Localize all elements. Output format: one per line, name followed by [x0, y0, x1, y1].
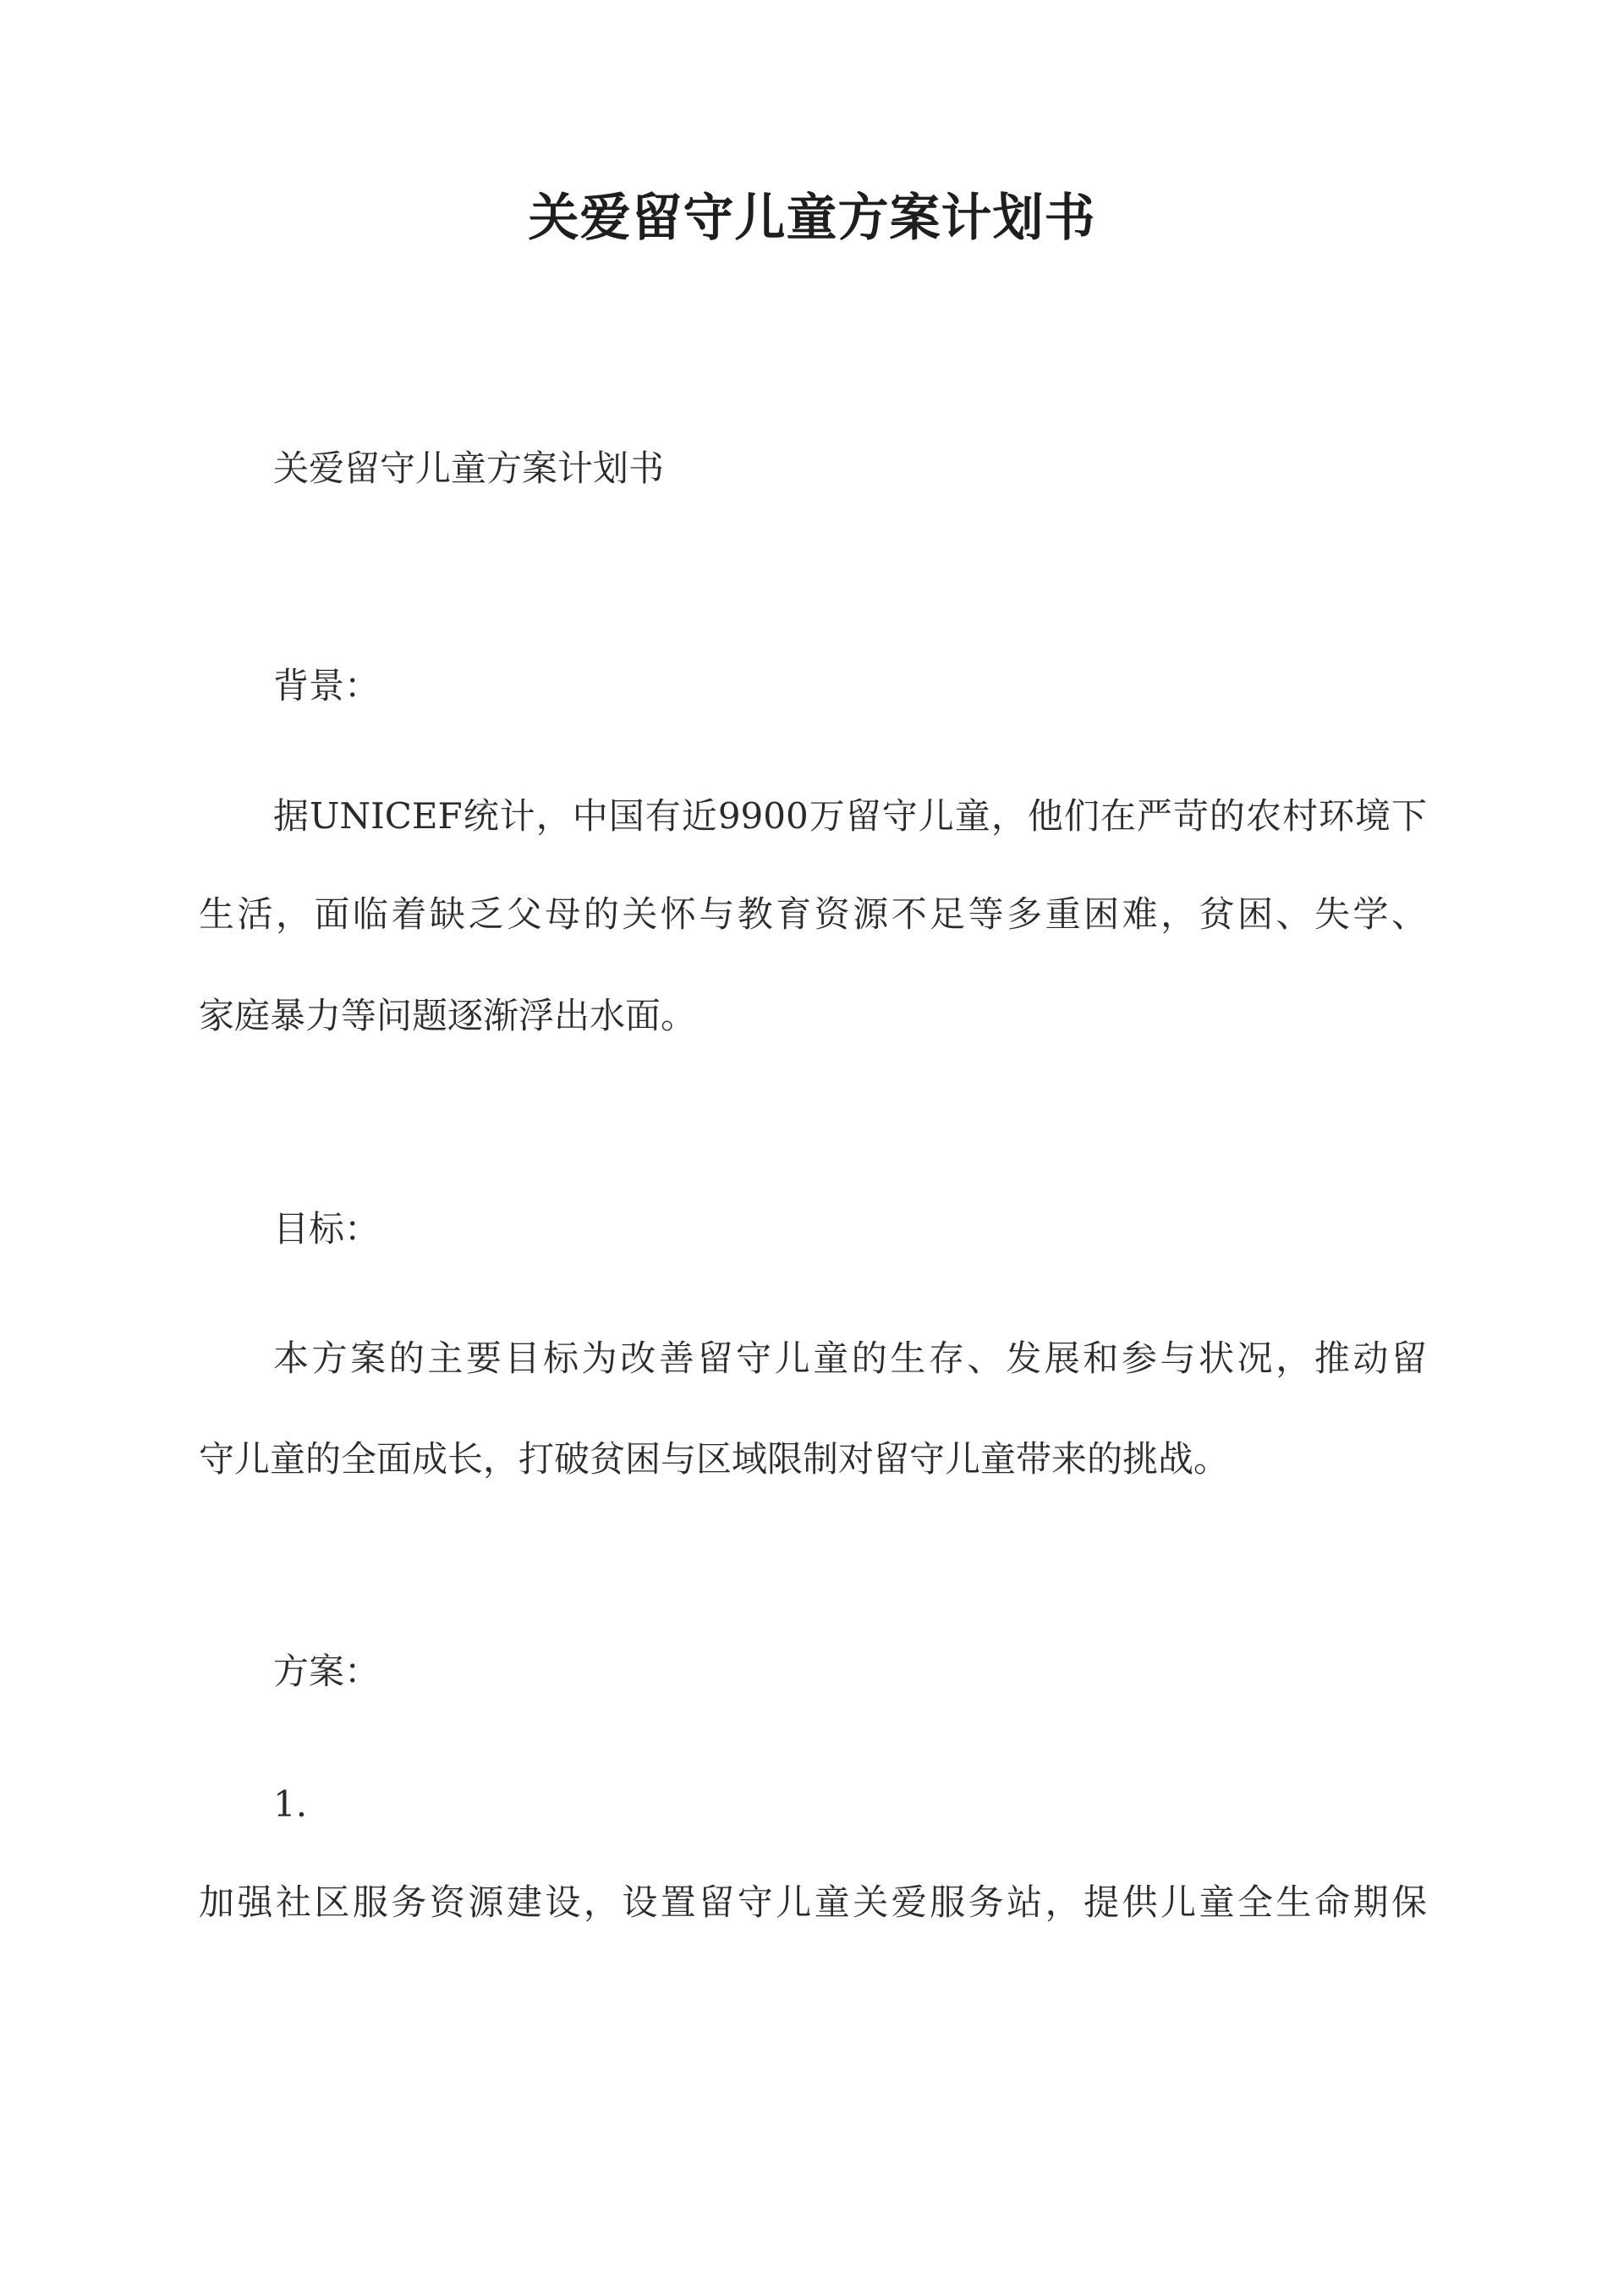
- document-title: 关爱留守儿童方案计划书: [528, 189, 1096, 248]
- background-heading: 背景：: [273, 665, 381, 706]
- plan-line-1: 加强社区服务资源建设，设置留守儿童关爱服务站，提供儿童全生命期保: [199, 1881, 1427, 1923]
- document-subtitle: 关爱留守儿童方案计划书: [273, 448, 665, 489]
- background-line-2: 生活，面临着缺乏父母的关怀与教育资源不足等多重困难，贫困、失学、: [199, 893, 1427, 935]
- plan-item-number: 1.: [273, 1783, 308, 1825]
- plan-heading: 方案：: [273, 1651, 381, 1692]
- background-line-1: 据UNICEF统计，中国有近9900万留守儿童，他们在严苛的农村环境下: [273, 795, 1427, 837]
- background-line-3: 家庭暴力等问题逐渐浮出水面。: [199, 995, 697, 1036]
- goal-line-2: 守儿童的全面成长，打破贫困与区域限制对留守儿童带来的挑战。: [199, 1438, 1230, 1480]
- goal-line-1: 本方案的主要目标为改善留守儿童的生存、发展和参与状况，推动留: [273, 1338, 1427, 1379]
- goal-heading: 目标：: [273, 1208, 381, 1250]
